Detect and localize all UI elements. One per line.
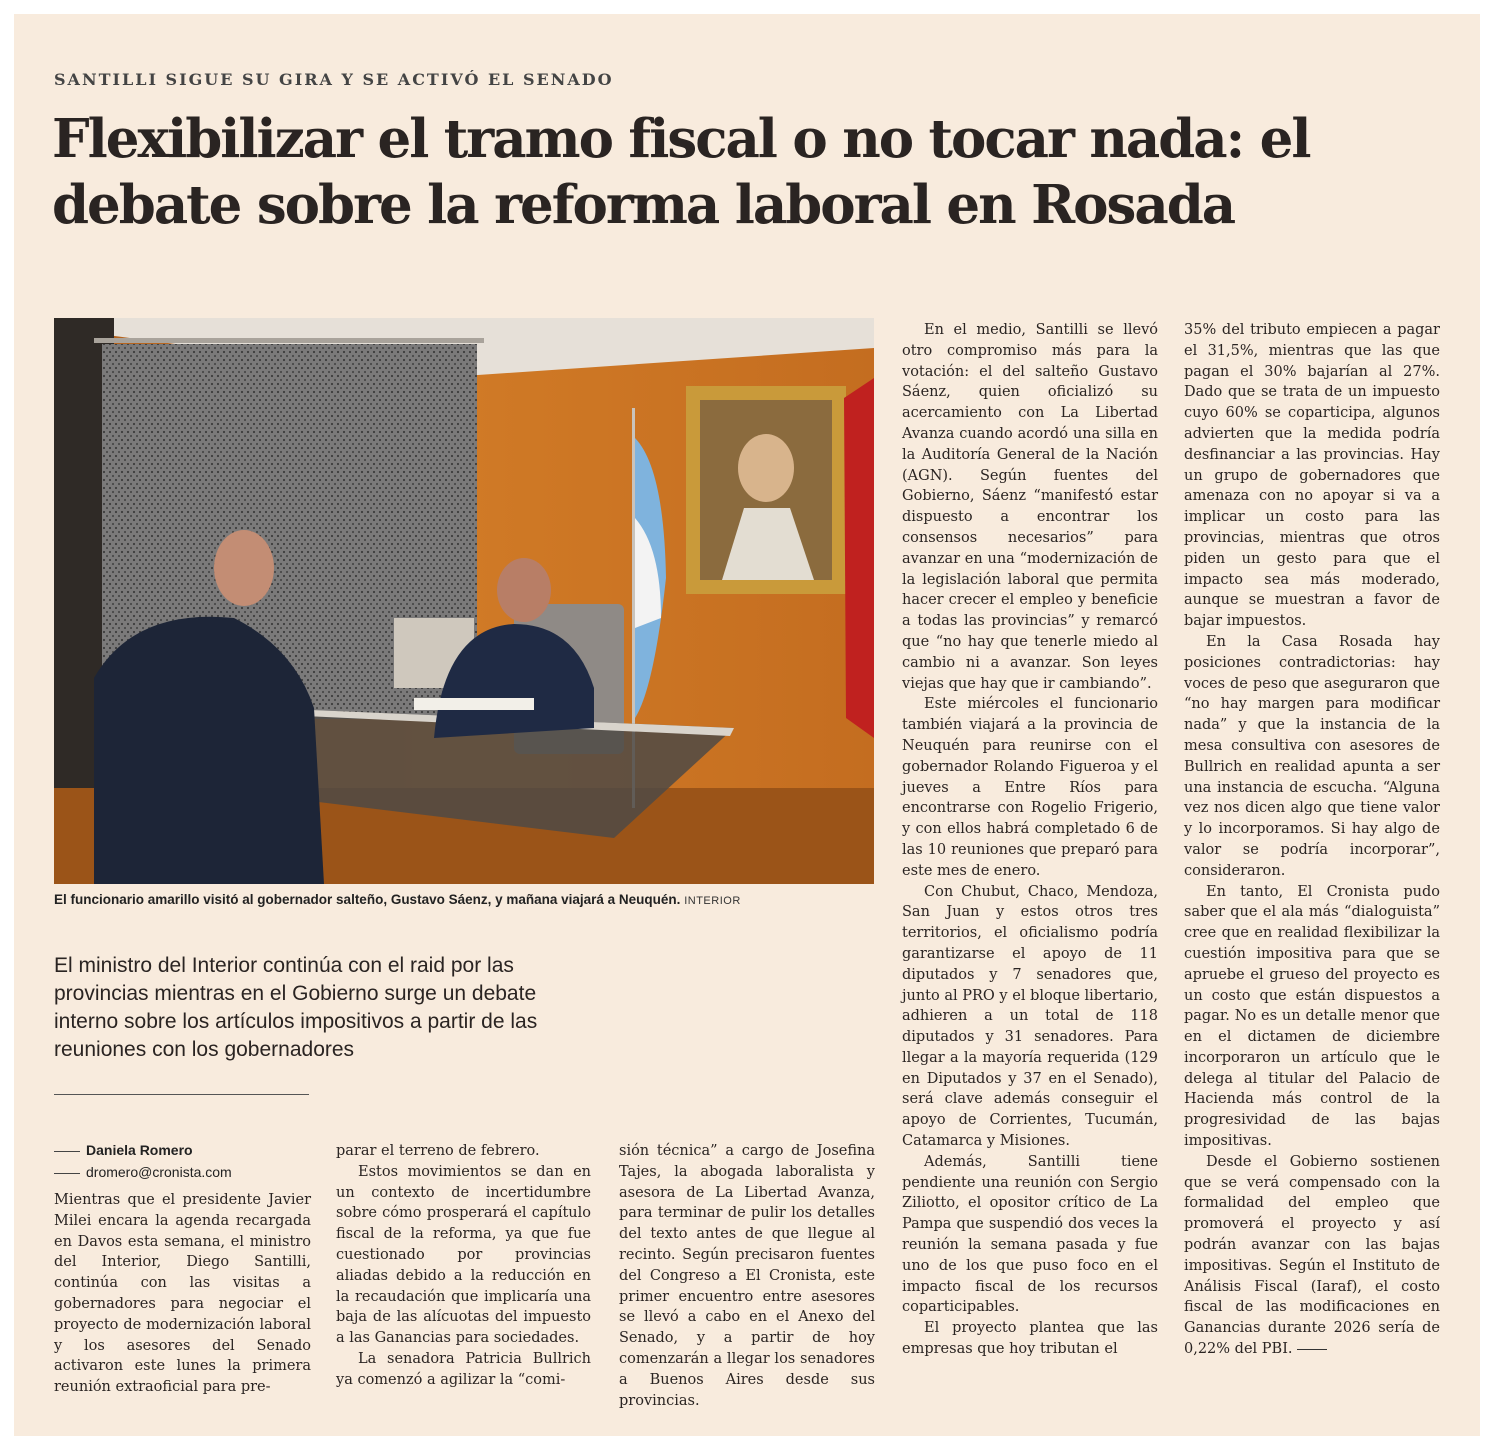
paragraph: Este miércoles el funcionario también viajará a la provincia de Neuquén para reunirse con el gobernador Rolando Figueroa y el jueves a Entre Ríos para encontrarse con Rogelio Frigerio, y con ellos habrá completado 6 de las 10 reuniones que preparó para este mes de enero. <box>902 696 1158 879</box>
final-paragraph-text: Desde el Gobierno sostienen que se verá compensado con la formalidad del empleo que promoverá el proyecto y así podrán avanzar con las bajas impositivas. Según el Instituto de Análisis Fiscal (Iaraf), el costo fiscal de las modificaciones en Ganancias durante 2026 sería de 0,22% del PBI. <box>1184 1153 1440 1358</box>
paragraph: En la Casa Rosada hay posiciones contradictorias: hay voces de peso que aseguraron que “no hay margen para modificar nada” y que la instancia de la mesa consultiva con asesores de Bullrich en realidad apunta a ser una instancia de escucha. “Alguna vez nos dicen algo que tiene valor y lo incorporamos. Si hay algo de valor se podría incorporar”, consideraron. <box>1184 633 1440 879</box>
headline: Flexibilizar el tramo fiscal o no tocar nada: el debate sobre la reforma laboral en Rosada <box>52 108 1310 236</box>
text-column-1 <box>54 1190 311 1398</box>
photo-caption <box>54 892 884 907</box>
paragraph: Mientras que el presidente Javier Milei encara la agenda recargada en Davos esta semana, el ministro del Interior, Diego Santilli, continúa con las visitas a gobernadores para negociar el proyecto de modernización laboral y los asesores del Senado activaron este lunes la primera reunión extraoficial para pre- <box>54 1192 311 1396</box>
text-column-3 <box>619 1141 875 1411</box>
text-column-2 <box>336 1141 591 1391</box>
paragraph: sión técnica” a cargo de Josefina Tajes, la abogada laboralista y asesora de La Libertad Avanza, para terminar de pulir los detalles del texto antes de que llegue al recinto. Según precisaron fuentes del Congreso a El Cronista, este primer encuentro entre asesores se llevó a cabo en el Anexo del Senado, y a partir de hoy comenzarán a llegar los senadores a Buenos Aires desde sus provincias. <box>619 1143 875 1409</box>
paragraph: El proyecto plantea que las empresas que hoy tributan el <box>902 1320 1158 1358</box>
photo-credit: INTERIOR <box>684 895 741 907</box>
paragraph: parar el terreno de febrero. <box>336 1143 540 1159</box>
end-mark <box>1297 1349 1327 1350</box>
paragraph: 35% del tributo empiecen a pagar el 31,5%, mientras que las que pagan el 30% bajarían al 27%. Dado que se trata de un impuesto cuyo 60% se coparticipa, algunos advierten que la medida podría desfinanciar a las provincias. Hay un grupo de gobernadores que amenaza con no apoyar si va a implicar un costo para las provincias, mientras que otros piden un gesto para que el impacto sea más moderado, aunque se muestran a favor de bajar impuestos. <box>1184 322 1440 630</box>
deck-summary: El ministro del Interior continúa con el raid por las provincias mientras en el Gobierno surge un debate interno sobre los artículos impositivos a partir de las reuniones con los gobernadores <box>54 954 538 1061</box>
paragraph: En tanto, El Cronista pudo saber que el ala más “dialoguista” cree que en realidad flexibilizar la cuestión impositiva para que se apruebe el grueso del proyecto es un costo que están dispuestos a pagar. No es un detalle menor que en el dictamen de diciembre incorporaron un artículo que le delega al titular del Palacio de Hacienda más control de la progresividad de las bajas impositivas. <box>1184 883 1440 1150</box>
paragraph: En el medio, Santilli se llevó otro compromiso más para la votación: el del salteño Gustavo Sáenz, quien oficializó su acercamiento con La Libertad Avanza cuando acordó una silla en la Auditoría General de la Nación (AGN). Según fuentes del Gobierno, Sáenz “manifestó estar dispuesto a encontrar los consensos necesarios” para avanzar en una “modernización de la legislación laboral que permita hacer crecer el empleo y beneficie a todas las provincias” y remarcó que “no hay que tenerle miedo al cambio ni a avanzar. Son leyes viejas que hay que ir cambiando”. <box>902 322 1158 692</box>
text-column-4 <box>902 320 1158 1360</box>
byline <box>54 1142 232 1186</box>
kicker: SANTILLI SIGUE SU GIRA Y SE ACTIVÓ EL SENADO <box>54 70 614 89</box>
divider <box>54 1094 309 1095</box>
paragraph: La senadora Patricia Bullrich ya comenzó a agilizar la “comi- <box>336 1350 591 1388</box>
paragraph: Además, Santilli tiene pendiente una reunión con Sergio Ziliotto, el opositor crítico de La Pampa que suspendió dos veces la reunión la semana pasada y fue uno de los que puso foco en el impacto fiscal de los recursos coparticipables. <box>902 1153 1158 1316</box>
author-email: dromero@cronista.com <box>86 1164 232 1180</box>
article-photo <box>54 318 874 884</box>
text-column-5 <box>1184 320 1440 1360</box>
author-name: Daniela Romero <box>86 1142 193 1158</box>
paragraph: Con Chubut, Chaco, Mendoza, San Juan y estos otros tres territorios, el oficialismo podría garantizarse el apoyo de 11 diputados y 7 senadores que, junto al PRO y el bloque libertario, adhieren a un total de 118 diputados y 31 senadores. Para llegar a la mayoría requerida (129 en Diputados y 37 en el Senado), será clave además conseguir el apoyo de Corrientes, Tucumán, Catamarca y Misiones. <box>902 883 1158 1150</box>
paragraph <box>1184 1152 1440 1360</box>
newspaper-page <box>14 14 1480 1436</box>
paragraph: Estos movimientos se dan en un contexto de incertidumbre sobre cómo prosperará el capítulo fiscal de la reforma, ya que fue cuestionado por provincias aliadas debido a la reducción en la recaudación que implicaría una baja de las alícuotas del impuesto a las Ganancias para sociedades. <box>336 1163 591 1347</box>
caption-text: El funcionario amarillo visitó al gobernador salteño, Gustavo Sáenz, y mañana viajará a Neuquén. <box>54 892 681 907</box>
